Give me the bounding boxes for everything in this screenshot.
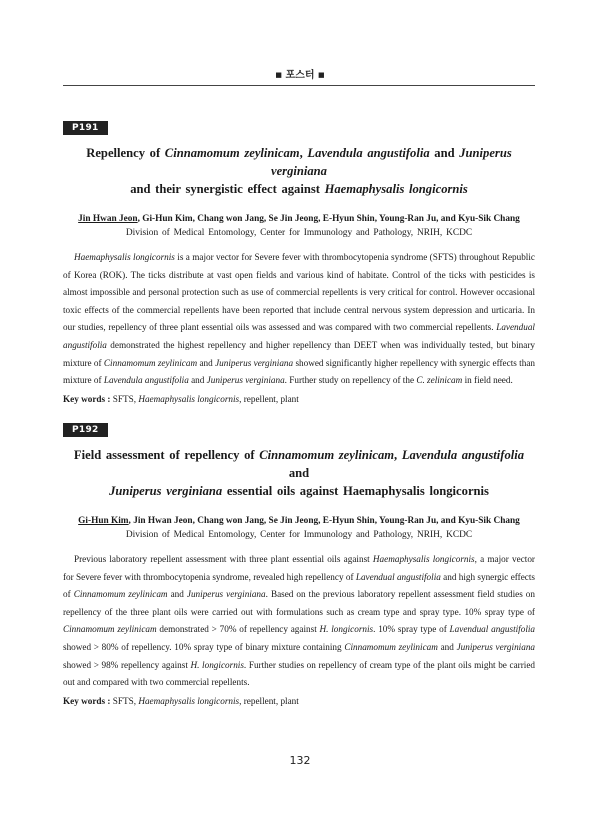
- poster-id-badge: P191: [63, 121, 108, 135]
- poster-abstract: Haemaphysalis longicornis is a major vector for Severe fever with thrombocytopenia syndrome (SFTS) throughout Republic of Korea (ROK). The ticks distribute at vast open fields and various kind of habitate. Control of the ticks with pesticides is almost impossible and personal protection such as use of commercial repellents is very critical for control. However occasional toxic effects of the commercial repellents have been reported that include central nervous system depression and urticaria. In our studies, repellency of three plant essential oils was assessed and was compared with two commercial repellents. Lavendual angustifolia demonstrated the highest repellency and higher repellency than DEET when was individually tested, but binary mixture of Cinnamomum zeylinicam and Juniperus verginiana showed significantly higher repellency with synergic effects than mixture of Lavendula angustifolia and Juniperus verginiana. Further study on repellency of the C. zelinicam in field need.: [63, 252, 536, 386]
- poster-keywords: Key words : SFTS, Haemaphysalis longicornis, repellent, plant: [63, 695, 299, 706]
- poster-p191: [63, 117, 535, 406]
- poster-affiliation: Division of Medical Entomology, Center for Immunology and Pathology, NRIH, KCDC: [125, 228, 473, 238]
- poster-p192: [63, 419, 535, 708]
- square-bullet-icon: ■: [317, 71, 325, 79]
- poster-abstract: Previous laboratory repellent assessment with three plant essential oils against Haemaphysalis longicornis, a major vector for Severe fever with thrombocytopenia syndrome, revealed high repellency of Lavendual angustifolia and high synergic effects of Cinnamomum zeylinicam and Juniperus verginiana. Based on the previous laboratory repellent assessment field studies on repellency of the three plant oils were carried out with formulations such as cream type and spray type. 10% spray type of Cinnamomum zeylinicam demonstrated > 70% of repellency against H. longicornis. 10% spray type of Lavendual angustifolia showed > 80% of repellency. 10% spray type of binary mixture containing Cinnamomum zeylinicam and Juniperus verginiana showed > 98% repellency against H. longicornis. Further studies on repellency of cream type of the plant oils might be carried out and compared with two commercial repellents.: [63, 554, 536, 688]
- page-number: 132: [289, 754, 311, 767]
- header-rule: [63, 85, 535, 86]
- poster-id-badge: P192: [63, 423, 108, 437]
- poster-authors: Gi-Hun Kim, Jin Hwan Jeon, Chang won Jang, Se Jin Jeong, E-Hyun Shin, Young-Ran Ju, and Kyu-Sik Chang: [78, 516, 520, 526]
- poster-affiliation: Division of Medical Entomology, Center for Immunology and Pathology, NRIH, KCDC: [125, 530, 473, 540]
- poster-authors: Jin Hwan Jeon, Gi-Hun Kim, Chang won Jang, Se Jin Jeong, E-Hyun Shin, Young-Ran Ju, and Kyu-Sik Chang: [78, 214, 520, 224]
- presenting-author: Jin Hwan Jeon: [78, 214, 138, 224]
- poster-keywords: Key words : SFTS, Haemaphysalis longicornis, repellent, plant: [63, 393, 299, 404]
- square-bullet-icon: ■: [275, 71, 283, 79]
- poster-title: Repellency of Cinnamomum zeylinicam, Lavendula angustifolia and Juniperus verginiana and their synergistic effect against Haemaphysalis longicornis: [86, 146, 512, 196]
- presenting-author: Gi-Hun Kim: [78, 516, 129, 526]
- section-title: 포스터: [285, 70, 315, 81]
- section-header: [0, 66, 600, 81]
- poster-title: Field assessment of repellency of Cinnamomum zeylinicam, Lavendula angustifolia and Juniperus verginiana essential oils against Haemaphysalis longicornis: [73, 448, 525, 498]
